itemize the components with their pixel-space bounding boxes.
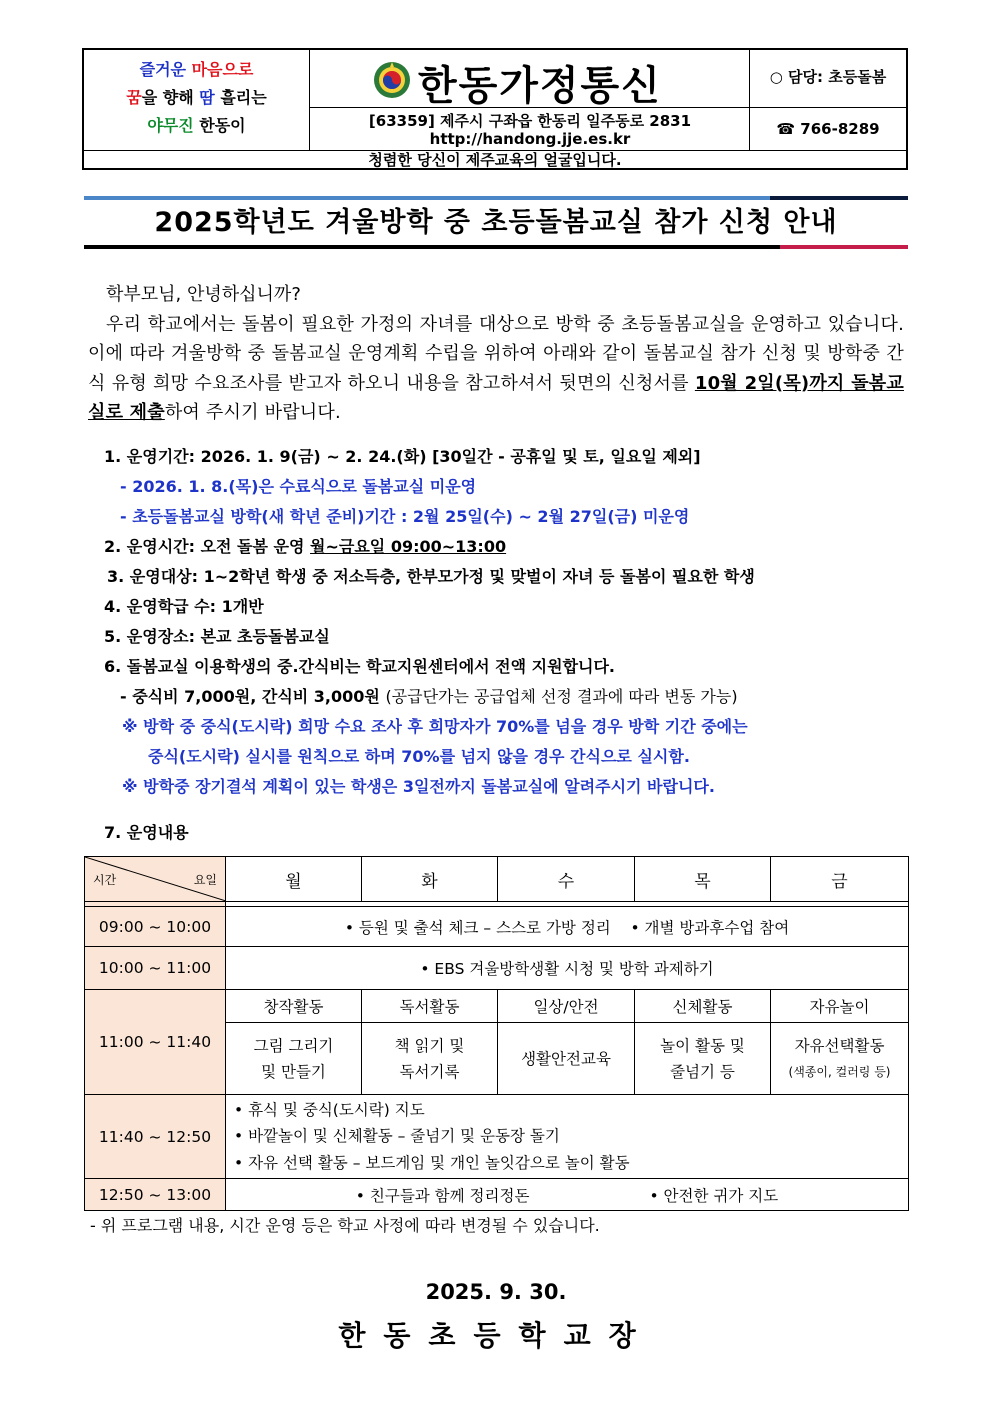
slogan-text: 흘리는 bbox=[214, 88, 267, 107]
table-row bbox=[85, 1179, 909, 1211]
activity-cell: 자유선택활동 (색종이, 컬러링 등) bbox=[771, 1023, 909, 1095]
newsletter-masthead bbox=[310, 50, 750, 150]
title-bar-bottom bbox=[84, 245, 908, 249]
activity-cell: 그림 그리기 및 만들기 bbox=[226, 1023, 362, 1095]
table-row bbox=[85, 907, 909, 947]
list-item: ※ 방학 중 중식(도시락) 희망 수요 조사 후 희망자가 70%를 넘을 경우 방학 기간 중에는 bbox=[122, 717, 748, 736]
school-emblem-icon bbox=[372, 60, 412, 100]
intro-paragraph: 우리 학교에서는 돌봄이 필요한 가정의 자녀를 대상으로 방학 중 초등돌봄교실을 운영하고 있습니다. 이에 따라 겨울방학 중 돌봄교실 운영계획 수립을 위하여 아래와 같이 돌봄교실 참가 신청 및 방학중 간식 유형 희망 수요조사를 받고자 하오니 내용을 참고하셔서 뒷면의 신청서를 10월 2일(목)까지 돌봄교실로 제출하여 주시기 바랍니다. bbox=[88, 313, 904, 423]
title-bar-top bbox=[84, 196, 908, 200]
list-item: - 초등돌봄교실 방학(새 학년 준비)기간 : 2월 25일(수) ~ 2월 27일(금) 미운영 bbox=[120, 507, 690, 526]
day-header: 금 bbox=[771, 857, 909, 902]
activity-cell: • 친구들과 함께 정리정돈 • 안전한 귀가 지도 bbox=[226, 1179, 909, 1211]
slogan-text: 땀 bbox=[199, 88, 215, 107]
activity-cell: 책 읽기 및 독서기록 bbox=[362, 1023, 498, 1095]
deadline-text: 10월 2일(목)까지 돌봄교실로 제출 bbox=[88, 372, 904, 423]
time-cell: 11:00 ~ 11:40 bbox=[85, 990, 226, 1095]
slogan-text: 을 향해 bbox=[141, 88, 200, 107]
list-item: - 중식비 7,000원, 간식비 3,000원 (공급단가는 공급업체 선정 결과에 따라 변동 가능) bbox=[120, 687, 738, 706]
document-date: 2025. 9. 30. bbox=[425, 1280, 567, 1304]
activity-category: 일상/안전 bbox=[498, 990, 635, 1023]
time-cell: 11:40 ~ 12:50 bbox=[85, 1095, 226, 1179]
contact-person: ○ 담당: 초등돌봄 bbox=[750, 50, 906, 108]
slogan-text: 마음으로 bbox=[191, 60, 254, 79]
table-header-row bbox=[85, 857, 909, 902]
schedule-table bbox=[84, 856, 909, 1211]
table-row bbox=[85, 990, 909, 1023]
contact-phone: ☎ 766-8289 bbox=[776, 120, 880, 138]
greeting: 학부모님, 안녕하십니까? bbox=[106, 284, 301, 305]
table-row bbox=[85, 1095, 909, 1179]
activity-category: 독서활동 bbox=[362, 990, 498, 1023]
list-item: 7. 운영내용 bbox=[104, 823, 189, 842]
list-item: 5. 운영장소: 본교 초등돌봄교실 bbox=[104, 627, 330, 646]
info-list bbox=[104, 442, 904, 848]
list-item: 6. 돌봄교실 이용학생의 중.간식비는 학교지원센터에서 전액 지원합니다. bbox=[104, 657, 616, 676]
activity-cell: 놀이 활동 및 줄넘기 등 bbox=[635, 1023, 771, 1095]
activity-category: 신체활동 bbox=[635, 990, 771, 1023]
slogan-text: 한동이 bbox=[193, 116, 246, 135]
contact-info bbox=[750, 50, 906, 150]
time-cell: 10:00 ~ 11:00 bbox=[85, 947, 226, 990]
schedule-note: - 위 프로그램 내용, 시간 운영 등은 학교 사정에 따라 변경될 수 있습니다. bbox=[90, 1216, 600, 1235]
activity-cell: • EBS 겨울방학생활 시청 및 방학 과제하기 bbox=[226, 947, 909, 990]
slogan-text: 즐거운 bbox=[139, 60, 192, 79]
newsletter-title: 한동가정통신 bbox=[418, 63, 662, 109]
list-item: - 2026. 1. 8.(목)은 수료식으로 돌봄교실 미운영 bbox=[120, 477, 477, 496]
time-cell: 12:50 ~ 13:00 bbox=[85, 1179, 226, 1211]
activity-cell: • 등원 및 출석 체크 – 스스로 가방 정리 • 개별 방과후수업 참여 bbox=[226, 907, 909, 947]
principal-signature: 한동초등학교장 bbox=[338, 1319, 654, 1352]
activity-category: 창작활동 bbox=[226, 990, 362, 1023]
list-item: ※ 방학중 장기결석 계획이 있는 학생은 3일전까지 돌봄교실에 알려주시기 바랍니다. bbox=[122, 777, 715, 796]
table-row bbox=[85, 947, 909, 990]
list-item: 2. 운영시간: 오전 돌봄 운영 월~금요일 09:00~13:00 bbox=[104, 537, 507, 556]
day-header: 수 bbox=[498, 857, 635, 902]
intro-section bbox=[88, 280, 904, 428]
activity-cell: • 휴식 및 중식(도시락) 지도 • 바깥놀이 및 신체활동 – 줄넘기 및 운동장 돌기 • 자유 선택 활동 – 보드게임 및 개인 놀잇감으로 놀이 활동 bbox=[226, 1095, 909, 1179]
activity-cell: 생활안전교육 bbox=[498, 1023, 635, 1095]
list-item: 1. 운영기간: 2026. 1. 9(금) ~ 2. 24.(화) [30일간 - 공휴일 및 토, 일요일 제외] bbox=[104, 447, 701, 466]
slogan-text: 야무진 bbox=[147, 116, 194, 135]
slogan-text: 꿈 bbox=[126, 88, 142, 107]
school-address: [63359] 제주시 구좌읍 한동리 일주동로 2831 bbox=[368, 112, 692, 130]
activity-category: 자유놀이 bbox=[771, 990, 909, 1023]
corner-cell: 시간 요일 bbox=[85, 857, 226, 902]
newsletter-header bbox=[82, 48, 908, 170]
day-header: 월 bbox=[226, 857, 362, 902]
day-header: 화 bbox=[362, 857, 498, 902]
list-item: 중식(도시락) 실시를 원칙으로 하며 70%를 넘지 않을 경우 간식으로 실시함. bbox=[148, 747, 690, 766]
list-item: 4. 운영학급 수: 1개반 bbox=[104, 597, 264, 616]
document-title: 2025학년도 겨울방학 중 초등돌봄교실 참가 신청 안내 bbox=[154, 207, 838, 238]
school-url[interactable]: http://handong.jje.es.kr bbox=[429, 130, 631, 148]
time-cell: 09:00 ~ 10:00 bbox=[85, 907, 226, 947]
motto: 청렴한 당신이 제주교육의 얼굴입니다. bbox=[84, 150, 906, 170]
list-item: 3. 운영대상: 1~2학년 학생 중 저소득층, 한부모가정 및 맞벌이 자녀 등 돌봄이 필요한 학생 bbox=[107, 567, 755, 586]
day-header: 목 bbox=[635, 857, 771, 902]
school-slogan bbox=[84, 50, 310, 150]
